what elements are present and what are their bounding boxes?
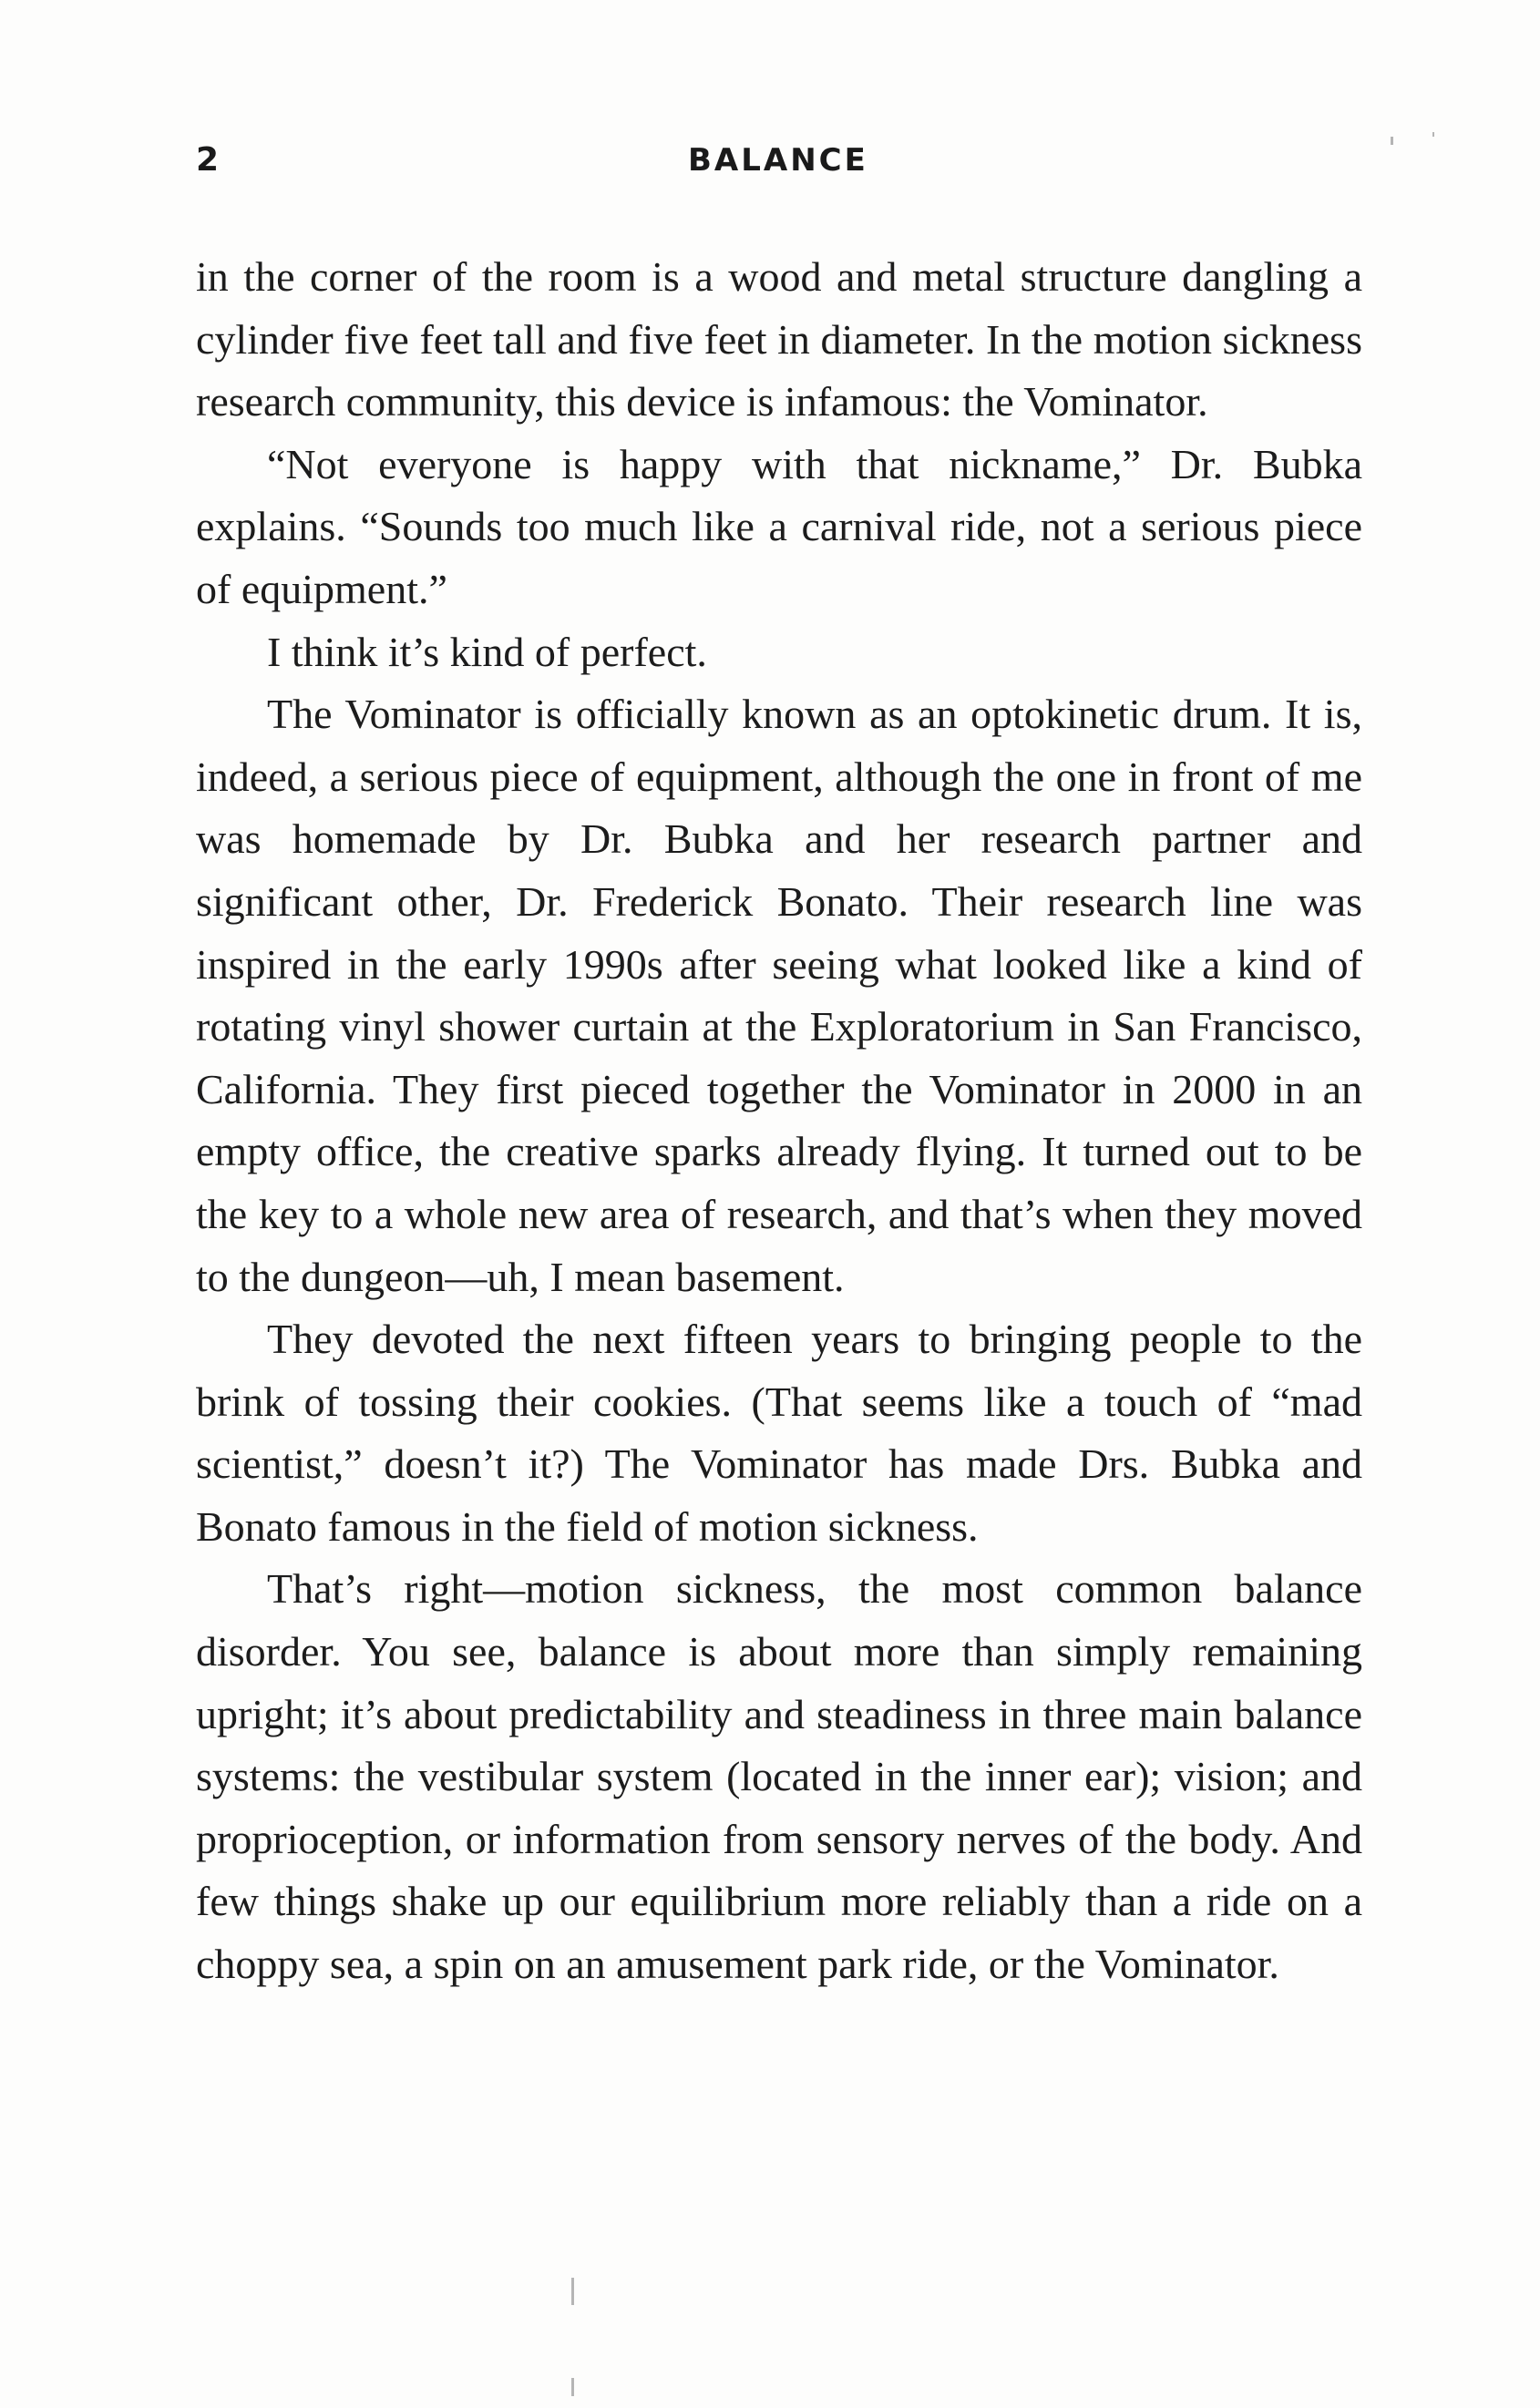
paragraph: I think it’s kind of perfect.: [267, 628, 707, 675]
paragraph: They devoted the next fifteen years to bringing people to the brink of tossing their cookies. (That seems like a touch of “mad scientist,” doesn’t it?) The Vominator has made Drs. Bubka and Bonato famous in the field of motion sickness.: [196, 1316, 1362, 1550]
paragraph: in the corner of the room is a wood and metal structure dangling a cylinder five feet tall and five feet in diameter. In the motion sickness research community, this device is infamous: the Vominator.: [196, 253, 1362, 425]
running-title: BALANCE: [688, 142, 868, 179]
paragraph: The Vominator is officially known as an optokinetic drum. It is, indeed, a serious piece of equipment, although the one in front of me was homemade by Dr. Bubka and her research partner and significant other, Dr. Frederick Bonato. Their research line was inspired in the early 1990s after seeing what looked like a kind of rotating vinyl shower curtain at the Exploratorium in San Francisco, California. They first pieced together the Vominator in 2000 in an empty office, the creative sparks already flying. It turned out to be the key to a whole new area of research, and that’s when they moved to the dungeon—uh, I mean basement.: [196, 691, 1362, 1300]
running-head: [196, 135, 1362, 186]
scan-speck: [571, 2278, 574, 2305]
paragraph: That’s right—motion sickness, the most common balance disorder. You see, balance is about more than simply remaining upright; it’s about predictability and steadiness in three main balance systems: the vestibular system (located in the inner ear); vision; and proprioception, or information from sensory nerves of the body. And few things shake up our equilibrium more reliably than a ride on a choppy sea, a spin on an amusement park ride, or the Vominator.: [196, 1565, 1362, 1988]
body-text: [196, 246, 1362, 1996]
paragraph: “Not everyone is happy with that nickname,” Dr. Bubka explains. “Sounds too much like a carnival ride, not a serious piece of equipment.”: [196, 440, 1362, 612]
scan-speck: [571, 2378, 574, 2396]
scan-speck: [1432, 132, 1434, 137]
scan-speck: [1391, 137, 1393, 145]
page-number: 2: [196, 141, 220, 179]
